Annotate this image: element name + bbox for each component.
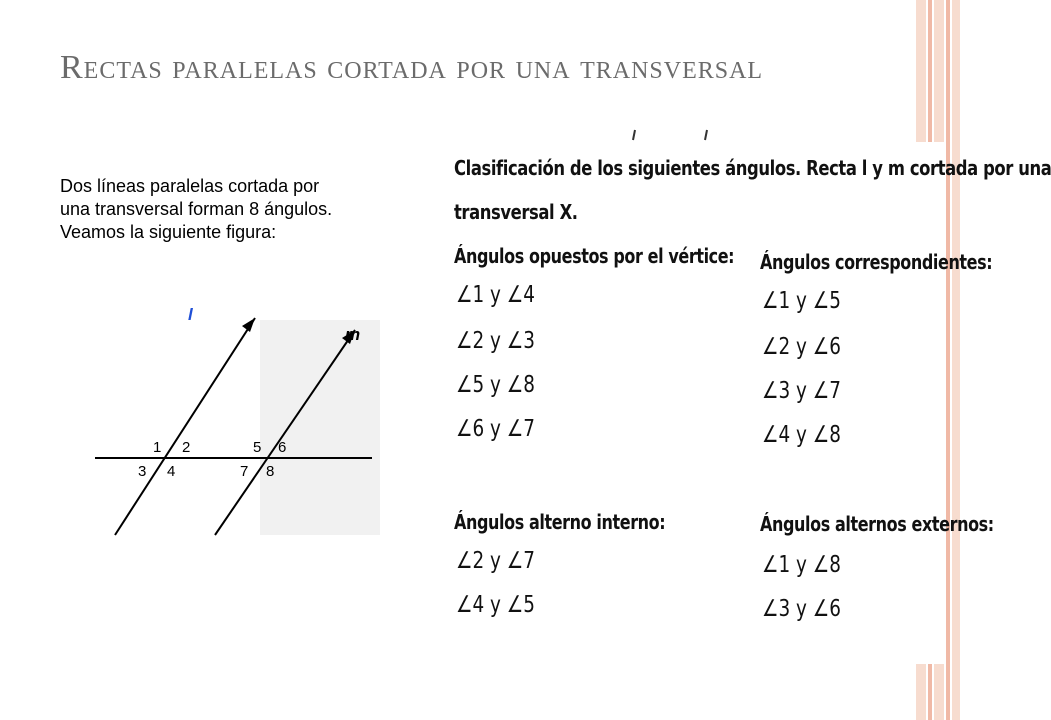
angle-pair: ∠1 y ∠5 (762, 288, 841, 314)
panel-heading-line2: transversal X. (454, 200, 578, 224)
parallel-lines-figure (90, 300, 390, 540)
angle-classification-panel (440, 142, 1051, 664)
angle-pair: ∠3 y ∠6 (762, 596, 841, 622)
scan-mark (705, 130, 707, 140)
angle-pair: ∠1 y ∠4 (456, 282, 535, 308)
section-title-correspondientes: Ángulos correspondientes: (760, 250, 993, 274)
angle-pair: ∠2 y ∠3 (456, 328, 535, 354)
angle-label-6: 6 (278, 439, 287, 456)
angle-label-8: 8 (266, 463, 275, 480)
angle-pair: ∠3 y ∠7 (762, 378, 841, 404)
panel-heading-line1: Clasificación de los siguientes ángulos. Recta l y m cortada por una (454, 156, 1051, 180)
intro-line: Veamos la siguiente figura: (60, 222, 277, 242)
stripe (952, 0, 960, 720)
line-l (115, 318, 255, 535)
intro-line: una transversal forman 8 ángulos. (60, 199, 333, 219)
angle-label-2: 2 (182, 439, 191, 456)
angle-pair: ∠2 y ∠6 (762, 334, 841, 360)
angle-label-1: 1 (153, 439, 162, 456)
stripe (946, 0, 950, 720)
angle-pair: ∠4 y ∠8 (762, 422, 841, 448)
angle-label-7: 7 (240, 463, 249, 480)
label-l: l (188, 305, 193, 324)
scan-mark (633, 130, 635, 140)
angle-label-3: 3 (138, 463, 147, 480)
section-title-opuestos: Ángulos opuestos por el vértice: (454, 244, 735, 268)
line-l-arrowhead (242, 318, 255, 332)
intro-text (60, 175, 440, 244)
intro-line: Dos líneas paralelas cortada por (60, 176, 320, 196)
angle-pair: ∠2 y ∠7 (456, 548, 535, 574)
angle-pair: ∠4 y ∠5 (456, 592, 535, 618)
angle-label-5: 5 (253, 439, 262, 456)
scan-marks (625, 126, 805, 142)
angle-pair: ∠1 y ∠8 (762, 552, 841, 578)
angle-pair: ∠6 y ∠7 (456, 416, 535, 442)
angle-label-4: 4 (167, 463, 176, 480)
section-title-alterno-interno: Ángulos alterno interno: (454, 510, 666, 534)
angle-pair: ∠5 y ∠8 (456, 372, 535, 398)
label-m: m (345, 325, 361, 344)
slide-title: Rectas paralelas cortada por una transversal (60, 49, 764, 86)
figure-shading (260, 320, 380, 535)
section-title-alternos-externos: Ángulos alternos externos: (760, 512, 994, 536)
